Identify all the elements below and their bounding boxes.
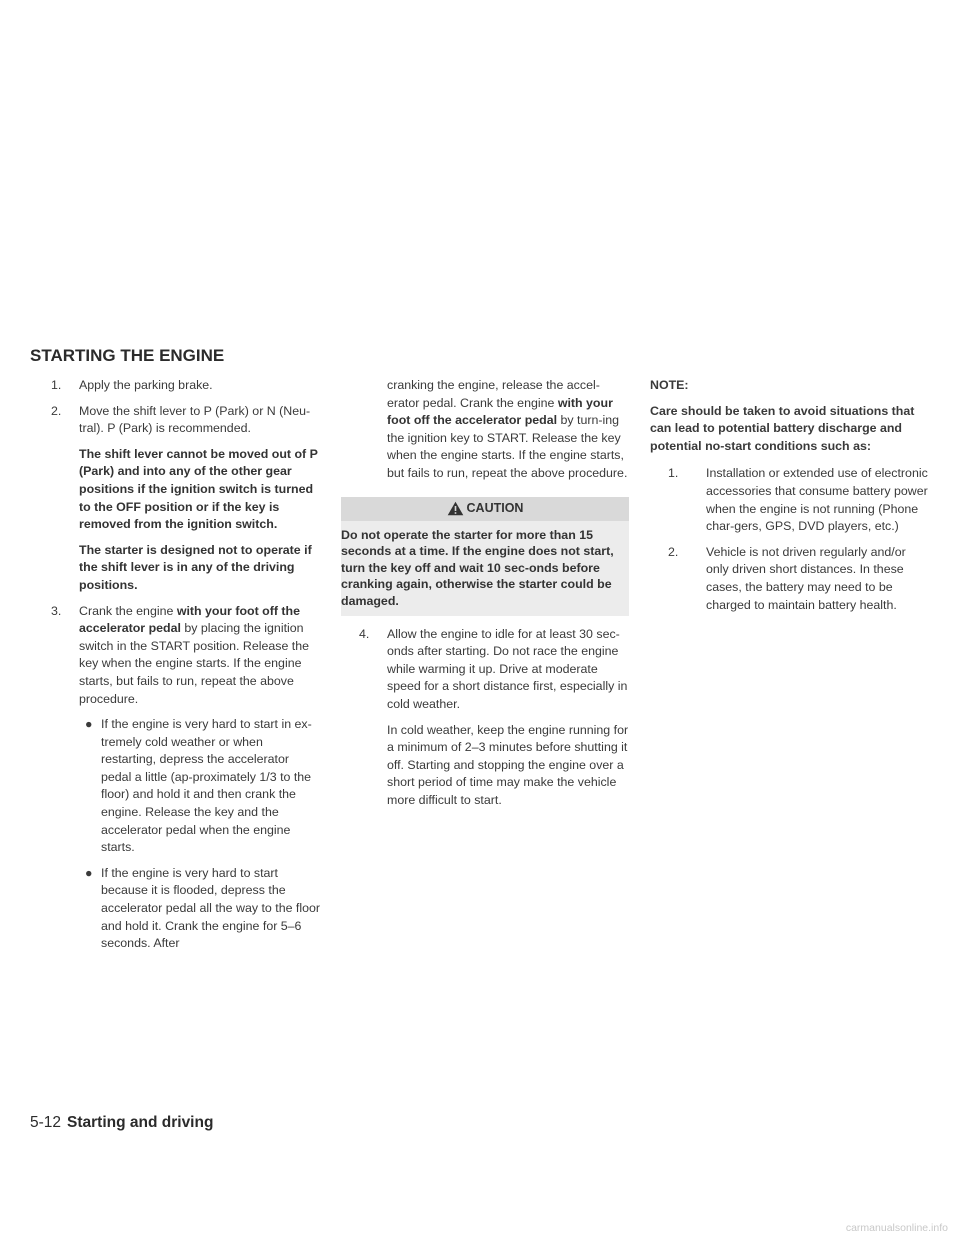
section-title: STARTING THE ENGINE — [30, 346, 225, 365]
shift-lever-warning: The shift lever cannot be moved out of P (Park) and into any of the other gear positions if the ignition switch is turned to the OFF position or if the key is removed from the ignition switch. — [79, 446, 318, 532]
page-number: 5-12 — [30, 1114, 62, 1131]
step-2: 2. Move the shift lever to P (Park) or N (Neu-tral). P (Park) is recommended. — [51, 403, 311, 436]
caution-header — [341, 497, 629, 521]
note-label: NOTE: — [650, 378, 689, 392]
caution-title: CAUTION — [466, 500, 524, 515]
bullet-flooded: ● If the engine is very hard to start because it is flooded, depress the accelerator pedal all the way to the floor and hold it. Crank the engine for 5–6 seconds. After — [85, 865, 321, 951]
note-item-1: 1. Installation or extended use of electronic accessories that consume battery power when the engine is not running (Phone char-gers, GPS, DVD players, etc.) — [668, 466, 928, 534]
watermark: carmanualsonline.info — [845, 1222, 948, 1234]
step-4: 4. Allow the engine to idle for at least 30 sec-onds after starting. Do not race the engine while warming it up. Drive at moderate speed for a short distance first, especially in cold weather. — [359, 626, 628, 711]
step-1: 1. Apply the parking brake. — [51, 378, 213, 392]
column-2 — [341, 377, 629, 817]
caution-box — [341, 497, 629, 616]
chapter-title: Starting and driving — [67, 1114, 214, 1131]
warning-icon — [447, 501, 464, 516]
step-4-cold-weather: In cold weather, keep the engine running for a minimum of 2–3 minutes before shutting it off. Starting and stopping the engine over a short period of time may make the vehicle more difficult to start. — [387, 722, 629, 807]
bullet-icon: ● — [85, 865, 93, 880]
flooded-continuation: cranking the engine, release the accel-erator pedal. Crank the engine with your foot off the accelerator pedal by turn-ing the ignition key to START. Release the key when the engine starts. If the engine starts, but fails to run, repeat the above procedure. — [387, 378, 628, 480]
bullet-cold-weather: ● If the engine is very hard to start in ex-tremely cold weather or when restarting, depress the accelerator pedal a little (ap-proximately 1/3 to the floor) and hold it and then crank the engine. Release the key and the accelerator pedal when the engine starts. — [85, 717, 312, 855]
column-1 — [33, 377, 321, 961]
step-3: 3. Crank the engine with your foot off the accelerator pedal by placing the ignition switch in the START position. Release the key when the engine starts. If the engine starts, but fails to run, repeat the above procedure. — [51, 603, 310, 706]
page-footer — [30, 1114, 213, 1132]
column-3 — [650, 377, 930, 622]
note-item-2: 2. Vehicle is not driven regularly and/or only driven short distances. In these cases, the battery may need to be charged to maintain battery health. — [668, 544, 906, 612]
starter-warning: The starter is designed not to operate if the shift lever is in any of the driving positions. — [79, 542, 312, 592]
bullet-icon: ● — [85, 717, 93, 732]
note-intro: Care should be taken to avoid situations that can lead to potential battery discharge and potential no-start conditions such as: — [650, 403, 915, 453]
caution-text: Do not operate the starter for more than 15 seconds at a time. If the engine does not start, turn the key off and wait 10 sec-onds before cranking again, otherwise the starter could be damaged. — [341, 521, 629, 616]
